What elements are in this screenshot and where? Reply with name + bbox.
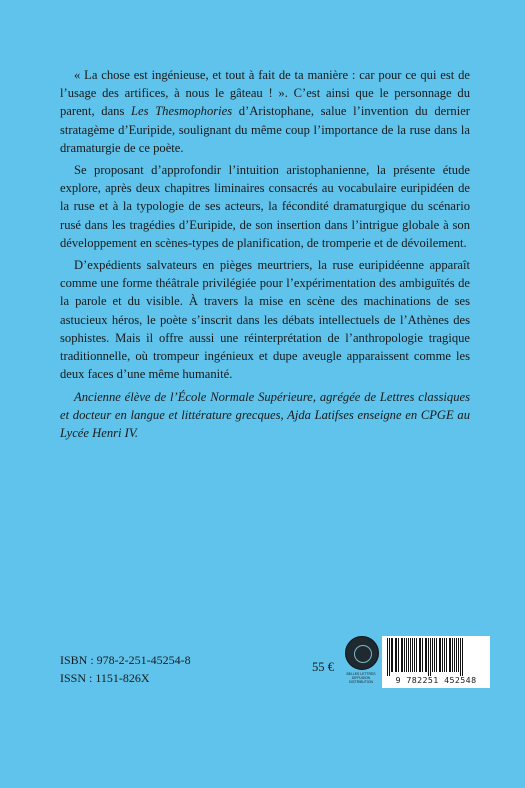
barcode-bar <box>389 638 390 676</box>
barcode-bar <box>395 638 397 672</box>
barcode-bar <box>434 638 435 672</box>
barcode-bar <box>442 638 443 672</box>
barcode-bar <box>454 638 455 672</box>
summary-paragraph-1 <box>60 66 470 157</box>
barcode-bar <box>430 638 431 676</box>
summary-paragraph-2: Se proposant d’approfondir l’intuition aristophanienne, la présente étude explore, après deux chapitres liminaires consacrés au vocabulaire euripidéen de la ruse et à la typologie de ses acteurs, la fécondité dramaturgique du scénario rusé dans les tragédies d’Euripide, de son insertion dans l’intrigue globale à son développement en scènes-types de planification, de tromperie et de dévoilement. <box>60 163 470 250</box>
author-bio <box>60 388 470 443</box>
barcode-bar <box>446 638 447 672</box>
barcode-bar <box>404 638 405 672</box>
barcode-bar <box>416 638 417 672</box>
barcode-digits: 9 782251 452548 <box>395 675 477 685</box>
barcode-bar <box>432 638 433 672</box>
summary-paragraph-3: D’expédients salvateurs en pièges meurtriers, la ruse euripidéenne apparaît comme une forme théâtrale privilégiée pour l’expérimentation des ambiguïtés de la parole et du visible. À travers la mise en scène des machinations de ses astucieux héros, le poète s’inscrit dans les débats intellectuels de l’Athènes des sophistes. Mais il offre aussi une réinterprétation de l’anthropologie tragique traditionnelle, où trompeur ingénieux et dupe aveugle apparaissent comme les deux faces d’une même humanité. <box>60 258 470 382</box>
barcode-bar <box>419 638 421 672</box>
barcode-bar <box>462 638 463 676</box>
isbn-number: ISBN : 978-2-251-45254-8 <box>60 653 191 667</box>
publisher-logo <box>344 636 378 690</box>
barcode-bar <box>444 638 445 672</box>
barcode-bar <box>414 638 415 672</box>
barcode-bars <box>385 638 487 676</box>
paragraph-1-tail: d’Aristophane, salue l’invention du dernier stratagème d’Euripide, soulignant du même coup l’importance de la ruse dans la dramaturgie de ce poète. <box>60 104 470 155</box>
barcode-bar <box>412 638 413 672</box>
publisher-seal-icon <box>345 636 379 670</box>
barcode-bar <box>387 638 388 676</box>
identifiers <box>60 651 191 687</box>
author-bio-text: Ancienne élève de l’École Normale Supérieure, agrégée de Lettres classiques et docteur en langue et littérature grecques, Ajda Latifses enseigne en CPGE au Lycée Henri IV. <box>60 390 470 441</box>
barcode-bar <box>452 638 453 672</box>
barcode-bar <box>425 638 427 672</box>
paragraph-1-lead: « La chose est ingénieuse, et tout à fait de ta manière : car pour ce qui est de l’usage des artifices, à nous le gâteau ! ». C’est ainsi que le personnage du parent, dans <box>60 68 470 119</box>
barcode-bar <box>428 638 429 676</box>
barcode-bar <box>460 638 461 676</box>
issn-number: ISSN : 1151-826X <box>60 671 150 685</box>
barcode-bar <box>410 638 411 672</box>
price: 55 € <box>312 660 335 674</box>
summary-text <box>60 66 470 387</box>
barcode-bar <box>439 638 441 672</box>
barcode-bar <box>458 638 459 672</box>
barcode-bar <box>436 638 437 672</box>
play-title: Les Thesmophories <box>131 104 233 119</box>
barcode-bar <box>449 638 451 672</box>
barcode-bar <box>406 638 407 672</box>
barcode-bar <box>398 638 399 672</box>
barcode-bar <box>391 638 393 672</box>
barcode-bar <box>456 638 457 672</box>
barcode <box>382 636 490 688</box>
barcode-bar <box>422 638 423 672</box>
barcode-bar <box>408 638 409 672</box>
publisher-logo-caption: BELLES LETTRES DIFFUSION DISTRIBUTION <box>346 672 376 684</box>
barcode-bar <box>401 638 403 672</box>
